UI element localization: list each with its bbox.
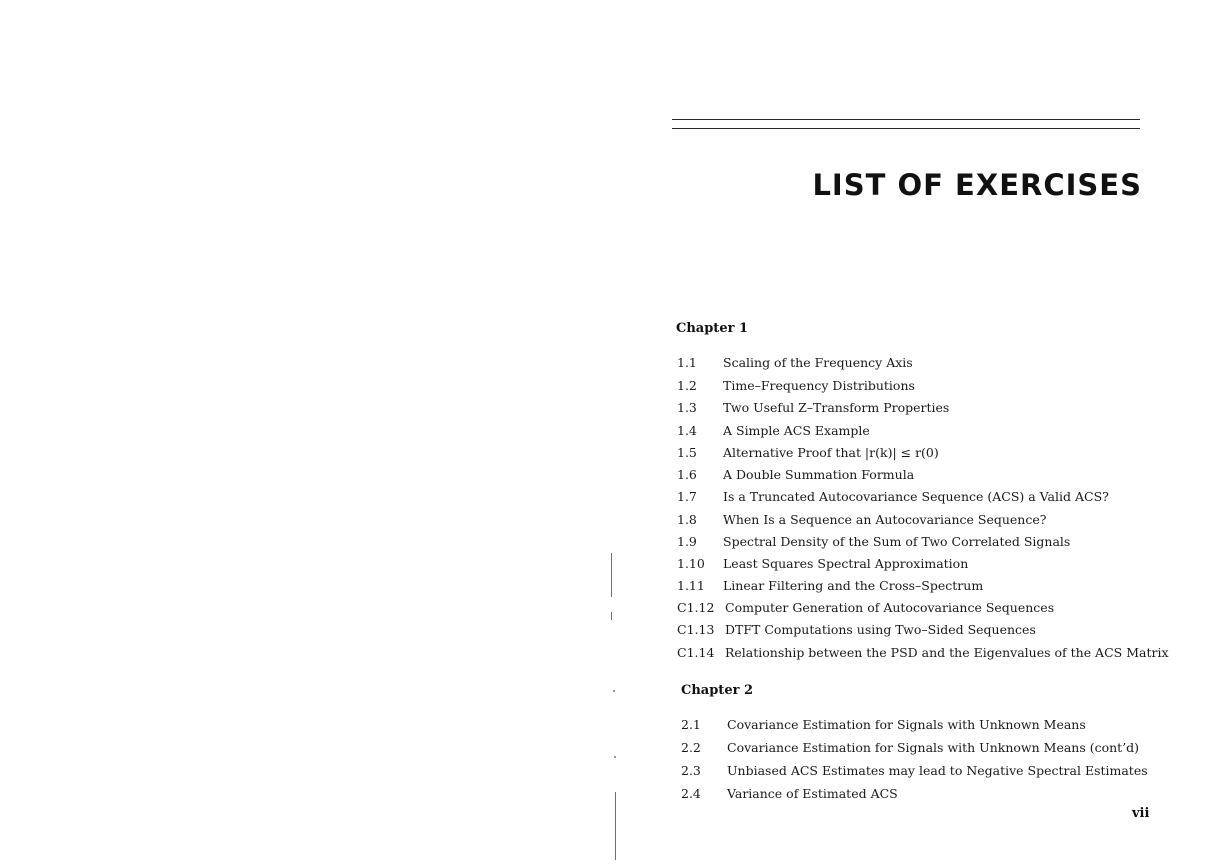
exercise-entry	[681, 785, 898, 803]
exercise-number: 1.8	[677, 512, 697, 527]
exercise-number: 1.4	[677, 423, 697, 438]
exercise-title: Linear Filtering and the Cross–Spectrum	[723, 578, 984, 593]
exercise-title: Covariance Estimation for Signals with Unknown Means (cont’d)	[727, 740, 1140, 755]
exercise-number: C1.13	[677, 622, 715, 637]
title-rule-top	[672, 119, 1140, 120]
exercise-title: Computer Generation of Autocovariance Sequences	[725, 600, 1055, 615]
exercise-entry	[677, 511, 1046, 529]
exercise-title: DTFT Computations using Two–Sided Sequences	[725, 622, 1036, 637]
scan-dot	[614, 756, 616, 758]
exercise-title: Unbiased ACS Estimates may lead to Negative Spectral Estimates	[727, 763, 1148, 778]
page-title: LIST OF EXERCISES	[812, 168, 1142, 202]
exercise-title: A Double Summation Formula	[723, 467, 915, 482]
exercise-title: Is a Truncated Autocovariance Sequence (ACS) a Valid ACS?	[723, 489, 1109, 504]
exercise-title: Covariance Estimation for Signals with Unknown Means	[727, 717, 1086, 732]
exercise-number: 2.2	[681, 740, 701, 755]
exercise-entry	[681, 739, 1139, 757]
title-rule-bottom	[672, 128, 1140, 129]
scan-spine-mark	[611, 612, 612, 620]
exercise-entry	[677, 377, 915, 395]
scan-dot	[613, 690, 615, 692]
exercise-number: 1.1	[677, 355, 697, 370]
exercise-number: 1.6	[677, 467, 697, 482]
exercise-entry	[677, 555, 968, 573]
exercise-number: 1.7	[677, 489, 697, 504]
exercise-entry	[677, 466, 914, 484]
scan-spine-mark	[611, 553, 612, 597]
exercise-entry	[677, 488, 1109, 506]
exercise-title: Spectral Density of the Sum of Two Correlated Signals	[723, 534, 1071, 549]
exercise-entry	[677, 422, 870, 440]
exercise-title: A Simple ACS Example	[723, 423, 870, 438]
exercise-entry	[677, 644, 1169, 662]
exercise-entry	[677, 444, 939, 462]
exercise-number: 1.3	[677, 400, 697, 415]
exercise-entry	[681, 716, 1086, 734]
exercise-number: 1.2	[677, 378, 697, 393]
chapter-heading: Chapter 2	[681, 683, 754, 698]
exercise-title: Variance of Estimated ACS	[727, 786, 898, 801]
exercise-title: When Is a Sequence an Autocovariance Sequence?	[723, 512, 1047, 527]
exercise-number: 2.4	[681, 786, 701, 801]
exercise-number: 2.3	[681, 763, 701, 778]
exercise-title: Time–Frequency Distributions	[723, 378, 915, 393]
exercise-entry	[677, 577, 983, 595]
chapter-heading: Chapter 1	[676, 321, 749, 336]
exercise-entry	[677, 354, 913, 372]
exercise-entry	[677, 533, 1070, 551]
exercise-title: Scaling of the Frequency Axis	[723, 355, 913, 370]
scan-spine-mark	[615, 792, 616, 860]
exercise-entry	[677, 399, 949, 417]
exercise-number: 1.10	[677, 556, 705, 571]
exercise-number: 2.1	[681, 717, 701, 732]
exercise-number: 1.5	[677, 445, 697, 460]
exercise-title: Least Squares Spectral Approximation	[723, 556, 969, 571]
exercise-number: C1.12	[677, 600, 715, 615]
exercise-entry	[677, 599, 1054, 617]
exercise-entry	[681, 762, 1148, 780]
exercise-entry	[677, 621, 1036, 639]
exercise-number: 1.11	[677, 578, 705, 593]
exercise-title: Alternative Proof that |r(k)| ≤ r(0)	[723, 445, 939, 460]
exercise-title: Two Useful Z–Transform Properties	[723, 400, 950, 415]
exercise-title: Relationship between the PSD and the Eigenvalues of the ACS Matrix	[725, 645, 1169, 660]
page-number: vii	[1132, 806, 1150, 821]
exercise-number: 1.9	[677, 534, 697, 549]
exercise-number: C1.14	[677, 645, 715, 660]
